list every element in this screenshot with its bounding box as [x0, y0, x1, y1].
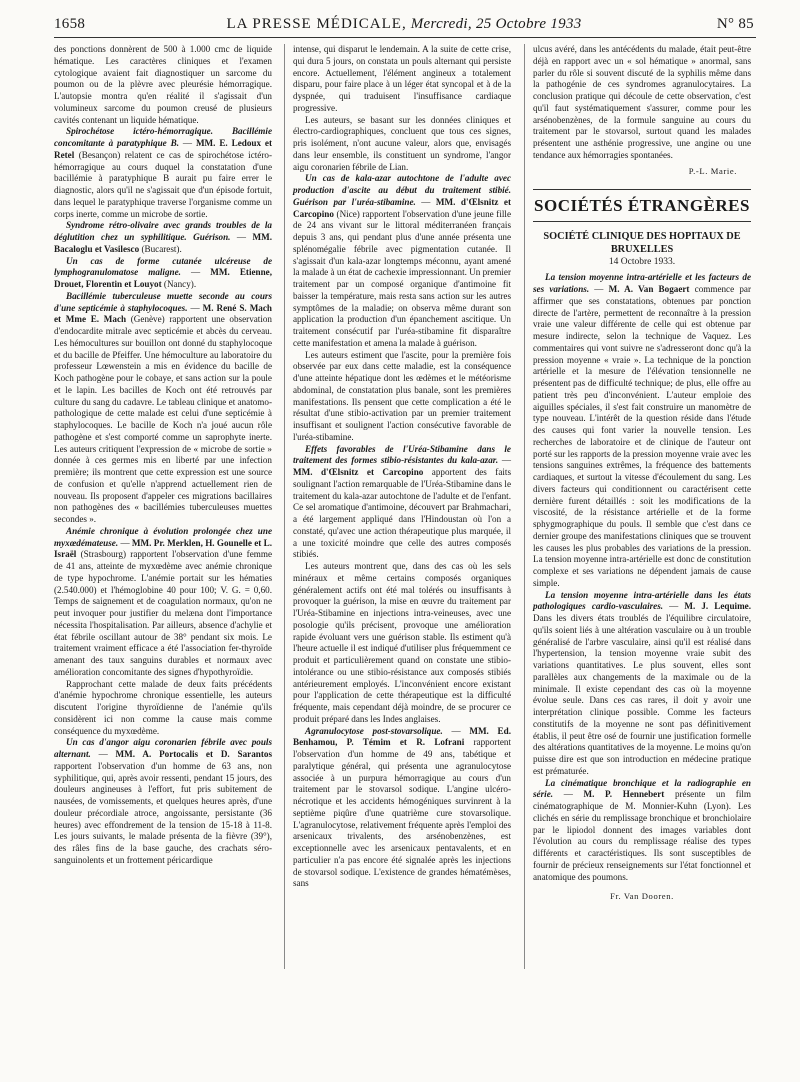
article-authors: MM. A. Portocalis et D. Sarantos: [115, 749, 272, 759]
article-entry: Effets favorables de l'Uréa-Stibamine dans le traitement des formes stibio-résistantes du kala-azar. — MM. d'Œlsnitz et Carcopino apportent des faits soulignant l'action remarquable de l'Uréa-Stibamine dans le traitement du kala-azar autochtone de l'adulte et de l'enfant. Ce sel aromatique d'antimoine, découvert par Brahmachari, a été largement appliqué dans l'Hindoustan où l'on a constaté, qu'avec une action thérapeutique plus marquée, il a une toxicité moindre que celle des autres composés stibiés.: [293, 443, 512, 560]
article-authors: MM. Ed. Benhamou, P. Témim et R. Lofrani: [293, 725, 511, 748]
article-text: ulcus avéré, dans les antécédents du malade, était peut-être déjà en rapport avec un « sol hématique » anormal, sans parler du rôle si souvent discuté de la syphilis même dans la pathogénie de ces syndromes agranulocytaires. La conclusion pratique qui découle de cette observation, c'est qu'il faut systématiquement s'assurer, comme pour les arsénobenzènes, de la formule sanguine au cours du traitement par le stovarsol, surtout quand les malades présentent une asthénie progressive, une angine ou une tendance aux hémorragies spontanées.: [533, 44, 751, 160]
article-text: Rapprochant cette malade de deux faits précédents d'anémie hypochrome chronique essentielle, les auteurs discutent l'origine thyroïdienne de l'anémie qu'ils considèrent ici non comme la cause mais comme conséquence du myxœdème.: [54, 678, 272, 736]
page-number: 1658: [54, 16, 86, 32]
column-divider: [524, 44, 525, 969]
article-authors: MM. Bacaloglu et Vasilesco: [54, 232, 272, 254]
article-authors: MM. d'Œlsnitz et Carcopino: [293, 196, 511, 219]
article-text: intense, qui disparut le lendemain. A la suite de cette crise, qui dura 5 jours, on constata un pouls alternant qui persiste encore. Actuellement, l'élément angineux a totalement disparu, pour faire place à un léger état syncopal et à de la dyspnée, qui traduisent l'insuffisance cardiaque progressive.: [293, 44, 511, 113]
article-entry: Agranulocytose post-stovarsolique. — MM. Ed. Benhamou, P. Témim et R. Lofrani rapportent l'observation d'un homme de 49 ans, tabétique et paralytique général, qui présenta une agranulocytose associée à un purpura hémorragique au cours d'un traitement par le stovarsol sodique. L'angine ulcéro-nécrotique et les accidents hémogéniques survinrent à la septième piqûre d'une quatrième cure stovarsolique. L'agranulocytose, relativement fréquente après l'emploi des arsenicaux trivalents, des arsénobenzènes, est exceptionnelle avec les arsenicaux pentavalents, et en particulier n'a pas encore été signalée après les injections de stovarsol sodique. L'existence de grandes hématémèses, sans: [293, 725, 512, 889]
paragraph: [293, 44, 511, 115]
society-name: SOCIÉTÉ CLINIQUE DES HOPITAUX DE BRUXELLES: [543, 231, 741, 256]
article-text: apportent des faits soulignant l'action remarquable de l'Uréa-Stibamine dans le traitement du kala-azar autochtone de l'adulte et de l'enfant. Ce sel aromatique d'antimoine, découvert par Brahmachari, a été largement appliqué dans l'Hindoustan où l'on a constaté, qu'avec une action thérapeutique plus marquée, il a une toxicité moindre que celle des autres composés stibiés.: [293, 467, 512, 560]
column-1: [54, 44, 272, 867]
article-entry: Anémie chronique à évolution prolongée chez une myxœdémateuse. — MM. Pr. Merklen, H. Gounelle et L. Israël (Strasbourg) rapportent l'observation d'une femme de 41 ans, atteinte de myxœdème avec anémie chronique de type hypochrome. L'anémie portait sur les hématies (2.540.000) et l'hémoglobine 40 pour 100; V. G. = 0,60. Temps de saignement et de coagulation normaux, qu'on ne peut invoquer pour justifier du melæna dont l'importance nécessita l'hospitalisation. Par ailleurs, absence d'achylie et état fébrile oscillant autour de 38° pendant six mois. Le traitement vraiment efficace a été l'association fer-thyroïde amenant des taux sanguins durables et normaux avec amélioration concomitante des signes d'hypothyroïdie.: [54, 525, 273, 677]
article-title: La cinématique bronchique et la radiographie en série.: [533, 777, 751, 800]
paragraph: [293, 350, 511, 444]
article-entry: Spirochétose ictéro-hémorragique. Bacillémie concomitante à paratyphique B. — MM. E. Ledoux et Retel (Besançon) relatent ce cas de spirochétose ictéro-hémorragique au cours duquel la constatation d'une bacillémie à paratyphique B aurait pu faire errer le diagnostic, alors qu'il ne s'agissait que d'un épisode fortuit, dans lequel le paratyphique traverse l'organisme comme un corps inerte, comme un microbe de sortie.: [54, 126, 273, 219]
paragraph: [54, 679, 272, 738]
article-authors: M. J. Lequime.: [684, 601, 752, 612]
article-text: rapportent l'observation d'un homme de 49 ans, tabétique et paralytique général, qui présenta une agranulocytose associée à un purpura hémorragique au cours d'un traitement par le stovarsol sodique. L'angine ulcéro-nécrotique et les accidents hémogéniques survinrent à la septième piqûre d'une quatrième cure stovarsolique. L'agranulocytose, relativement fréquente après l'emploi des arsenicaux trivalents, des arsénobenzènes, est exceptionnelle avec les arsenicaux pentavalents, et en particulier n'a pas encore été signalée après les injections de stovarsol sodique. L'existence de grandes hématémèses, sans: [293, 737, 512, 889]
column-3-bottom: [533, 272, 751, 883]
article-title: Bacillémie tuberculeuse muette seconde au cours d'une septicémie à staphylocoques.: [54, 290, 272, 313]
article-text: (Bucarest).: [141, 243, 182, 254]
column-divider: [284, 44, 285, 969]
paragraph: [293, 561, 511, 726]
article-title: La tension moyenne intra-artérielle dans les états pathologiques cardio-vasculaires.: [533, 589, 751, 612]
paragraph: [54, 44, 272, 126]
article-authors: MM. Pr. Merklen, H. Gounelle et L. Israël: [54, 537, 272, 560]
section-title: SOCIÉTÉS ÉTRANGÈRES: [533, 189, 751, 222]
article-text: présente un film cinématographique de M. Monnier-Kuhn (Lyon). Les clichés en série du remplissage bronchique et bronchiolaire par le lipiodol donnent des images variables dont l'évolution au cours du remplissage réalise des types différents et caractéristiques. Ils sont susceptibles de fournir de précieux renseignements sur l'état fonctionnel et anatomique des poumons.: [533, 789, 752, 882]
article-title: Agranulocytose post-stovarsolique.: [305, 725, 443, 736]
article-authors: M. René S. Mach et Mme E. Mach: [54, 302, 272, 325]
article-authors: MM. d'Œlsnitz et Carcopino: [293, 467, 424, 477]
article-title: Anémie chronique à évolution prolongée chez une myxœdémateuse.: [54, 525, 272, 548]
article-entry: Un cas de kala-azar autochtone de l'adulte avec production d'ascite au début du traitement stibié. Guérison par l'uréa-stibamine. — MM. d'Œlsnitz et Carcopino (Nice) rapportent l'observation d'une jeune fille de 24 ans vivant sur le littoral méditerranéen français depuis 3 ans, qui pendant plus d'une année présenta une splénomégalie fébrile avec pigmentation cutanée. Il s'agissait d'un kala-azar longtemps méconnu, ayant amené la malade à un état de cachexie impressionnant. Un premier traitement par un composé organique d'antimoine fit baisser la température, mais resta sans action sur les autres symptômes de la maladie; on observa même durant son application la production d'un épanchement ascitique. Un traitement consécutif par l'uréa-stibamine fit disparaître cette manifestation et amena la malade à guérison.: [293, 173, 512, 348]
article-authors: M. A. Van Bogaert: [608, 284, 690, 294]
paragraph: [293, 115, 511, 174]
article-title: La tension moyenne intra-artérielle et les facteurs de ses variations.: [533, 272, 751, 294]
article-authors: M. P. Hennebert: [583, 789, 665, 800]
article-entry: Bacillémie tuberculeuse muette seconde au cours d'une septicémie à staphylocoques. — M. René S. Mach et Mme E. Mach (Genève) rapportent une observation d'endocardite mitrale avec septicémie et abcès du cerveau. Les hémocultures sur bouillon ont donné du staphylocoque et du bacille de Pfeiffer. Une hémoculture au laboratoire du professeur Lœwenstein a mis en évidence du bacille de Koch pathogène pour le cobaye, et sans action sur la poule et le lapin. Les bacilles de Koch ont été retrouvés par culture du sang du cadavre. Le tableau clinique et anatomo-pathologique de cette malade est celui d'une septicémie à staphylocoques. Le bacille de Koch n'a joué aucun rôle pathogène et s'est comporté comme un saprophyte inerte. Les auteurs critiquent l'expression de « microbe de sortie » donnée à ces germes mis en liberté par une infection première; ils montrent que cette expression est une source de confusion et qu'elle n'apprend actuellement rien de nouveau. Ils proposent d'appeler ces migrations bacillaires non pathogènes des « bacillémies tuberculeuses muettes secondes ».: [54, 290, 272, 524]
article-title: Un cas de forme cutanée ulcéreuse de lymphogranulomatose maligne.: [54, 255, 272, 278]
article-text: Dans les divers états troublés de l'équilibre circulatoire, qu'ils soient liés à une altération vasculaire ou à un trouble généralisé de l'arbre vasculaire, ainsi qu'il est réalisé dans l'hypertension, la tension moyenne vraie subit des variations quantitatives. Le plus souvent, elles sont parallèles aux changements de la maximale ou de la minimale. Il existe cependant des cas où la moyenne évolue seule. Dans ces cas rares, il doit y avoir une interprétation clinique possible. Comme les facteurs constitutifs de la moyenne ne sont pas définitivement établis, il peut être osé de fournir une justification formelle des altérations quantitatives de la moyenne. Le moins qu'on puisse dire est que son introduction en médecine pratique est prématurée.: [533, 613, 751, 776]
masthead: [54, 16, 754, 33]
column-3: [533, 44, 751, 903]
journal-title: LA PRESSE MÉDICALE,: [226, 16, 407, 32]
article-title: Un cas d'angor aigu coronarien fébrile avec pouls alternant.: [54, 737, 272, 759]
article-authors: MM. E. Ledoux et Retel: [54, 138, 273, 160]
article-text: Les auteurs, se basant sur les données cliniques et électro-cardiographiques, concluent que tous ces signes, pris isolément, n'ont aucune valeur, alors que, envisagés dans leur ensemble, ils constituent un syndrome, l'angor aigu coronarien fébrile de Lian.: [293, 114, 511, 172]
page-header: [54, 16, 754, 36]
article-text: (Strasbourg) rapportent l'observation d'une femme de 41 ans, atteinte de myxœdème avec anémie chronique de type hypochrome. L'anémie portait sur les hématies (2.540.000) et l'hémoglobine 40 pour 100; V. G. = 0,60. Temps de saignement et de coagulation normaux, qu'on ne peut invoquer pour justifier du melæna dont l'importance nécessita l'hospitalisation. Par ailleurs, absence d'achylie et état fébrile oscillant autour de 38° pendant six mois. Le traitement vraiment efficace a été l'association fer-thyroïde amenant des taux sanguins durables et normaux avec amélioration concomitante des signes d'hypothyroïdie.: [54, 549, 273, 677]
article-text: Les auteurs montrent que, dans des cas où les sels minéraux et même certains composés organiques généralement actifs ont été mal tolérés ou insuffisants à provoquer la guérison, la mise en œuvre du traitement par l'Uréa-Stibamine en injections intra-veineuses, avec une posologie qu'ils précisent, provoque une amélioration rapide évoluant vers une guérison stable. Ils estiment qu'à l'heure actuelle il est indiqué d'utiliser plus fréquemment ce produit et particulièrement quand on constate une stibio-intolérance ou une stibio-résistance aux composés stibiés antérieurement employés. L'inconvénient encore existant pour l'application de cette thérapeutique est la difficulté fréquente, mais cependant déjà moindre, de se procurer ce produit préparé dans les Indes anglaises.: [293, 561, 511, 724]
article-title: Syndrome rétro-olivaire avec grands troubles de la déglutition chez un syphilitique. Guérison.: [54, 220, 272, 242]
society-date: 14 Octobre 1933.: [608, 257, 676, 268]
issue-number: N° 85: [716, 16, 754, 32]
signature: Fr. Van Dooren.: [610, 891, 674, 902]
article-text: (Nice) rapportent l'observation d'une jeune fille de 24 ans vivant sur le littoral méditerranéen français depuis 3 ans, qui pendant plus d'une année présenta une splénomégalie fébrile avec pigmentation cutanée. Il s'agissait d'un kala-azar longtemps méconnu, ayant amené la malade à un état de cachexie impressionnant. Un premier traitement par un composé organique d'antimoine fit baisser la température, mais resta sans action sur les autres symptômes de la maladie; on observa même durant son application la production d'un épanchement ascitique. Un traitement consécutif par l'uréa-stibamine fit disparaître cette manifestation et amena la malade à guérison.: [293, 208, 512, 348]
article-entry: La tension moyenne intra-artérielle dans les états pathologiques cardio-vasculaires. — M. J. Lequime. Dans les divers états troublés de l'équilibre circulatoire, qu'ils soient liés à une altération vasculaire ou à un trouble généralisé de l'arbre vasculaire, ainsi qu'il est réalisé dans l'hypertension, la tension moyenne vraie subit des variations quantitatives. Le plus souvent, elles sont parallèles aux changements de la maximale ou de la minimale. Il existe cependant des cas où la moyenne évolue seule. Dans ces cas rares, il doit y avoir une interprétation clinique possible. Comme les facteurs constitutifs de la moyenne ne sont pas définitivement établis, il peut être osé de fournir une justification formelle des altérations quantitatives de la moyenne. Le moins qu'on puisse dire est que son introduction en médecine pratique est prématurée.: [533, 589, 752, 776]
article-text: (Nancy).: [163, 279, 197, 289]
header-rule: [54, 37, 756, 38]
article-text: des ponctions donnèrent de 500 à 1.000 cmc de liquide hématique. Les caractères cliniques et l'examen cytologique avaient fait diagnostiquer un sarcome du poumon ou de la plèvre avec pleurésie hémorragique. L'autopsie montra qu'en réalité il s'agissait d'un volumineux sarcome du poumon creusé de plusieurs cavités contenant un liquide hématique.: [54, 44, 272, 125]
article-text: rapportent l'observation d'un homme de 63 ans, non syphilitique, qui, après avoir ressenti, pendant 15 jours, des douleurs angineuses à l'effort, fut pris subitement de nausées, de vomissements, et quelques heures après, d'une douleur précordiale atroce, angoissante, persistante (36 heures) avec effondrement de la tension de 15-18 à 11-8. Les jours suivants, le malade présenta de la fièvre (39°), des râles fins de la base gauche, des crachats séro-sanguinolents et un frottement péricardique: [54, 760, 272, 865]
article-entry: La cinématique bronchique et la radiographie en série. — M. P. Hennebert présente un film cinématographique de M. Monnier-Kuhn (Lyon). Les clichés en série du remplissage bronchique et bronchiolaire par le lipiodol donnent des images variables dont l'évolution au cours du remplissage réalise des types différents et caractéristiques. Ils sont susceptibles de fournir de précieux renseignements sur l'état fonctionnel et anatomique des poumons.: [533, 777, 752, 882]
article-title: Un cas de kala-azar autochtone de l'adulte avec production d'ascite au début du traitement stibié. Guérison par l'uréa-stibamine.: [293, 173, 511, 207]
article-text: Les auteurs estiment que l'ascite, pour la première fois observée par eux dans cette maladie, est la conséquence d'une atteinte hépatique dont les œdèmes et le météorisme abdominal, de constatation plus banale, sont les premières manifestations. Ils pensent que cette complication a été le résultat d'une stibio-activation par un premier traitement insuffisant et soulignent l'action consécutive favorable de l'uréa-stibamine.: [293, 349, 511, 442]
paragraph: [533, 44, 751, 162]
article-authors: MM. Etienne, Drouet, Florentin et Louyot: [54, 267, 273, 289]
article-entry: Un cas de forme cutanée ulcéreuse de lymphogranulomatose maligne. — MM. Etienne, Drouet, Florentin et Louyot (Nancy).: [54, 255, 273, 289]
article-entry: Un cas d'angor aigu coronarien fébrile avec pouls alternant. — MM. A. Portocalis et D. Sarantos rapportent l'observation d'un homme de 63 ans, non syphilitique, qui, après avoir ressenti, pendant 15 jours, des douleurs angineuses à l'effort, fut pris subitement de nausées, de vomissements, et quelques heures après, d'une douleur précordiale atroce, angoissante, persistante (36 heures) avec effondrement de la tension de 15-18 à 11-8. Les jours suivants, le malade présenta de la fièvre (39°), des râles fins de la base gauche, des crachats séro-sanguinolents et un frottement péricardique: [54, 737, 272, 865]
article-text: commence par affirmer que ses constatations, obtenues par ponction directe de l'artère, permettent de reconnaître à la pression vraie une valeur différente de celle qui est obtenue par mesure indirecte, selon la technique de Vaquez. Les commentaires qui vont suivre ne s'adresseront donc qu'à la pression moyenne « vraie ». La technique de la ponction artérielle et la mesure de l'élévation tensionnelle ne présentent pas de difficulté technique; de plus, elle offre au patient très peu d'inconvénient. L'auteur emploie des aiguilles spéciales, il s'est fait construire un manomètre de type nouveau. L'intérêt de la question réside dans l'étude des causes qui font varier la nouvelle tension. Les recherches de laboratoire et de clinique de l'auteur ont porté sur les rapports de la pression moyenne vraie avec les tensions sanguines extrêmes, la fréquence des battements cardiaques, et surtout la vitesse d'écoulement du sang. Les divers facteurs qui conditionnent ou caractérisent cette dernière furent détaillés : soit les modifications de la viscosité, de la résistance artérielle et de la forme sphygmographique du pouls. Il semble que c'est dans ce dernier groupe des manifestations cliniques que se trouvent les causes les plus probables des variations de la pression. La tension moyenne intra-artérielle est donc de constitution complexe et ses variations ne dépendent jamais de cause simple.: [533, 284, 751, 588]
column-3-top: [533, 44, 751, 162]
column-2: [293, 44, 511, 890]
article-entry: Syndrome rétro-olivaire avec grands troubles de la déglutition chez un syphilitique. Guérison. — MM. Bacaloglu et Vasilesco (Bucarest).: [54, 220, 272, 254]
article-text: (Besançon) relatent ce cas de spirochétose ictéro-hémorragique au cours duquel la constatation d'une bacillémie à paratyphique B aurait pu faire errer le diagnostic, alors qu'il ne s'agissait que d'un épisode fortuit, dans lequel le paratyphique traverse l'organisme comme un corps inerte, comme un microbe de sortie.: [54, 149, 272, 219]
article-entry: La tension moyenne intra-artérielle et les facteurs de ses variations. — M. A. Van Bogaert commence par affirmer que ses constatations, obtenues par ponction directe de l'artère, permettent de reconnaître à la pression vraie une valeur différente de celle qui est obtenue par mesure indirecte, selon la technique de Vaquez. Les commentaires qui vont suivre ne s'adresseront donc qu'à la pression moyenne « vraie ». La technique de la ponction artérielle et la mesure de l'élévation tensionnelle ne présentent pas de difficulté technique; de plus, elle offre au patient très peu d'inconvénient. L'auteur emploie des aiguilles spéciales, il s'est fait construire un manomètre de type nouveau. L'intérêt de la question réside dans l'étude des causes qui font varier la nouvelle tension. Les recherches de laboratoire et de clinique de l'auteur ont porté sur les rapports de la pression moyenne vraie avec les tensions sanguines extrêmes, la fréquence des battements cardiaques, et surtout la vitesse d'écoulement du sang. Les divers facteurs qui conditionnent ou caractérisent cette dernière furent détaillés : soit les modifications de la viscosité, de la résistance artérielle et de la forme sphygmographique du pouls. Il semble que c'est dans ce dernier groupe des manifestations cliniques que se trouvent les causes les plus probables des variations de la pression. La tension moyenne intra-artérielle est donc de constitution complexe et ses variations ne dépendent jamais de cause simple.: [533, 272, 751, 588]
article-title: Effets favorables de l'Uréa-Stibamine dans le traitement des formes stibio-résistantes du kala-azar.: [293, 443, 511, 466]
issue-date: Mercredi, 25 Octobre 1933: [410, 16, 582, 32]
article-text: (Genève) rapportent une observation d'endocardite mitrale avec septicémie et abcès du cerveau. Les hémocultures sur bouillon ont donné du staphylocoque et du bacille de Pfeiffer. Une hémoculture au laboratoire du professeur Lœwenstein a mis en évidence du bacille de Koch pathogène pour le cobaye, et sans action sur la poule et le lapin. Les bacilles de Koch ont été retrouvés par culture du sang du cadavre. Le tableau clinique et anatomo-pathologique de cette malade est celui d'une septicémie à staphylocoques. Le bacille de Koch n'a joué aucun rôle pathogène et s'est comporté comme un saprophyte inerte. Les auteurs critiquent l'expression de « microbe de sortie » donnée à ces germes mis en liberté par une infection première; ils montrent que cette expression est une source de confusion et qu'elle n'apprend actuellement rien de nouveau. Ils proposent d'appeler ces migrations bacillaires non pathogènes des « bacillémies tuberculeuses muettes secondes ».: [54, 314, 272, 524]
article-title: Spirochétose ictéro-hémorragique. Bacillémie concomitante à paratyphique B.: [54, 126, 272, 148]
signature: P.-L. Marie.: [688, 165, 737, 176]
